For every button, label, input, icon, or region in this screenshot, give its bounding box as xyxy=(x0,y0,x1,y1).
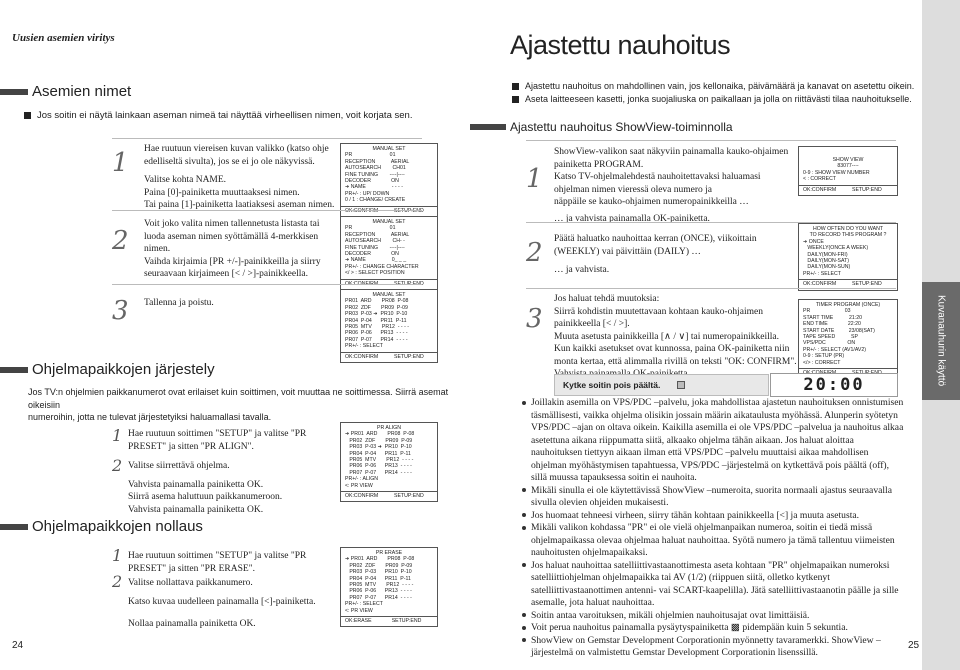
screen-title: PR ALIGN xyxy=(377,425,401,431)
osd-screen-pr-erase xyxy=(340,547,438,627)
bullet-icon xyxy=(522,613,526,617)
note-text: Jos soitin ei näytä lainkaan aseman nimeä tai näyttää virheellisen nimen, voit korjata sen. xyxy=(37,110,413,121)
showview-step-2 xyxy=(554,233,794,277)
screen-row: 0 / 1 : CHANGE/ CREATE xyxy=(345,197,406,204)
bullet-icon xyxy=(522,513,526,517)
step-line xyxy=(128,608,328,618)
step-line: (WEEKLY) vai päivittäin (DAILY) … xyxy=(554,246,701,257)
align-intro xyxy=(28,386,473,424)
step-line: seuraavaan kirjaimeen [< / >]-painikkeella. xyxy=(144,269,308,279)
screen-row: PR+/- : SELECT (AV1/AV2) xyxy=(803,346,866,353)
osd-screen-how-often xyxy=(798,223,898,291)
step-line: Valitse siirrettävä ohjelma. xyxy=(128,461,230,471)
screen-footer: OK:CONFIRM SETUP:END xyxy=(799,185,897,193)
screen-row: 0-9 : SHOW VIEW NUMBER xyxy=(803,169,870,176)
note-item xyxy=(522,610,904,623)
step-line: Hae ruutuun soittimen "SETUP" ja valitse "PR xyxy=(128,429,307,439)
step-number: 1 xyxy=(112,546,123,565)
screen-row: ➜ PR01 ARD PR08 P-08 xyxy=(345,556,415,563)
screen-row: ➜ PR01 ARD PR08 P-08 xyxy=(345,431,415,438)
screen-footer: OK:ERASE SETUP:END xyxy=(341,616,437,624)
step-number: 2 xyxy=(526,238,543,268)
note-item xyxy=(522,622,904,635)
step-line: painikkeella [< / >]. xyxy=(554,319,630,329)
section-heading-asemien-nimet xyxy=(0,83,131,101)
screen-row: END TIME 22:20 xyxy=(803,321,861,328)
step-line: painiketta PROGRAM. xyxy=(554,159,644,170)
screen-row: START TIME 21:20 xyxy=(803,314,863,321)
screen-row: FINE TUNING ----|---- xyxy=(345,171,405,178)
divider xyxy=(526,288,896,289)
screen-row: PR04 P-04 PR11 P-11 xyxy=(345,317,407,324)
erase-step-2 xyxy=(128,577,328,631)
step-line: … ja vahvista painamalla OK-painiketta. xyxy=(554,213,710,224)
note-item xyxy=(522,522,904,560)
step-line: Päätä haluatko nauhoittaa kerran (ONCE), viikoittain xyxy=(554,234,757,244)
screen-row: PR01 ARD PR08 P-08 xyxy=(345,298,409,305)
bullet-icon xyxy=(522,638,526,642)
intro-item xyxy=(512,80,932,93)
screen-row: PR07 P-07 PR14 - - - - xyxy=(345,336,408,343)
screen-row: PR06 P-06 PR13 - - - - xyxy=(345,330,408,337)
step-text-1 xyxy=(144,143,344,212)
screen-row: < : CORRECT xyxy=(803,176,837,183)
step-line: Siirrä kohdistin muutettavaan kohtaan kauko-ohjaimen xyxy=(554,306,763,317)
step-line: Tai paina [1]-painiketta laatiaksesi aseman nimen. xyxy=(144,200,335,210)
step-line: PRESET" ja sitten "PR ERASE". xyxy=(128,563,255,574)
screen-row: PR+/- : SELECT xyxy=(803,270,841,277)
note-text: Mikäli sinulla ei ole käytettävissä ShowView –numeroita, suorita normaali ajastus seuraavalla sivulla olevien ohjeiden mukaisesti. xyxy=(531,484,892,508)
heading-text: Ohjelmapaikkojen nollaus xyxy=(32,518,203,535)
step-line: Siirrä asema haluttuun paikkanumeroon. xyxy=(128,492,283,502)
osd-screen-timer-program xyxy=(798,299,898,379)
step-line: PRESET" ja sitten "PR ALIGN". xyxy=(128,441,254,452)
bullet-icon xyxy=(522,626,526,630)
screen-title: SHOW VIEW xyxy=(832,157,864,163)
screen-title: TIMER PROGRAM (ONCE) xyxy=(815,302,881,308)
divider xyxy=(112,210,422,211)
screen-row: PR03 P-03 ➜ PR10 P-10 xyxy=(345,444,412,451)
screen-row: DAILY(MON-FRI) xyxy=(803,251,848,258)
screen-row: VPS/PDC ON xyxy=(803,340,856,347)
screen-row: PR 01 xyxy=(345,152,396,159)
osd-screen-manual-set-3 xyxy=(340,289,438,363)
square-bullet-icon xyxy=(512,96,519,103)
screen-row: PR04 P-04 PR11 P-11 xyxy=(345,450,411,457)
step-line: Hae ruutuun viereisen kuvan valikko (katso ohje xyxy=(144,144,329,154)
screen-row: PR+/- : SELECT xyxy=(345,601,383,608)
screen-row: PR07 P-07 PR14 - - - - xyxy=(345,594,412,601)
screen-row: PR+/- : SELECT xyxy=(345,343,383,350)
screen-row: PR07 P-07 PR14 - - - - xyxy=(345,469,412,476)
step-number: 2 xyxy=(112,226,129,256)
timer-intro xyxy=(512,80,932,105)
screen-row: RECEPTION AERIAL xyxy=(345,231,410,238)
screen-row: TO RECORD THIS PROGRAM ? xyxy=(809,232,887,239)
note-text: Mikäli valikon kohdassa "PR" ei ole vielä ohjelmanpaikan numeroa, soitin ei tiedä missä ohjelmapaikassa olevaa ohjelmaa haluat nauhoittaa. Syötä numero ja tämä tallentuu viimeisten nauhoitusten ohjelmapaikaksi. xyxy=(531,522,895,558)
section-heading-nollaus xyxy=(0,518,203,536)
step-line: Valitse kohta NAME. xyxy=(144,175,227,185)
screen-row: PR06 P-06 PR13 - - - - xyxy=(345,588,412,595)
step-line: … ja vahvista. xyxy=(554,265,610,275)
step-line: Hae ruutuun soittimen "SETUP" ja valitse "PR xyxy=(128,551,307,561)
step-number: 3 xyxy=(526,304,543,334)
divider xyxy=(112,284,422,285)
step-line: edelliseltä sivulta), jos se ei jo ole näkyvissä. xyxy=(144,156,315,167)
note-item xyxy=(522,485,904,510)
step-line: Vahvista painamalla painiketta OK. xyxy=(128,479,264,490)
screen-row: AUTOSEARCH CH01 xyxy=(345,165,406,172)
note-item xyxy=(522,510,904,523)
chapter-tab: Kuvanauhurin käyttö xyxy=(922,282,960,400)
screen-footer: OK:CONFIRM SETUP:END xyxy=(341,206,437,214)
heading-bar xyxy=(470,124,506,130)
step-line: Kun kaikki asetukset ovat kunnossa, paina OK-painiketta niin xyxy=(554,344,790,354)
page-title: Ajastettu nauhoitus xyxy=(510,30,731,60)
heading-bar xyxy=(0,524,28,530)
screen-row: PR+/- : CHANGE CHARACTER xyxy=(345,263,419,270)
erase-step-1 xyxy=(128,550,328,575)
names-note xyxy=(24,110,464,123)
vcr-front-display: 20:00 xyxy=(770,373,898,397)
display-caption: Kytke soitin pois päältä. xyxy=(563,380,661,390)
note-item xyxy=(522,560,904,610)
step-text-2 xyxy=(144,218,344,281)
screen-row: PR04 P-04 PR11 P-11 xyxy=(345,575,411,582)
screen-row: 0-9 : SETUP (PR) xyxy=(803,353,845,360)
note-text: ShowView on Gemstar Development Corporationin myönnetty tavaramerkki. ShowView –järjestelmä on valmistettu Gemstar Development Corporationin lisenssillä. xyxy=(531,634,881,658)
step-number: 2 xyxy=(112,456,123,475)
step-line: Paina [0]-painiketta muuttaaksesi nimen. xyxy=(144,187,300,198)
screen-row: START DATE 23/08(SAT) xyxy=(803,327,875,334)
step-number: 3 xyxy=(112,296,129,326)
step-line: Katso kuvaa uudelleen painamalla [<]-painiketta. xyxy=(128,596,316,607)
step-line: luoda aseman nimen syöttämällä 4-merkkisen xyxy=(144,231,319,242)
display-indicator-icon xyxy=(677,381,685,389)
screen-title: MANUAL SET xyxy=(372,146,406,152)
step-line: nimen. xyxy=(144,244,171,254)
screen-row: DAILY(MON-SAT) xyxy=(803,258,849,265)
screen-row: PR05 MTV PR12 - - - - xyxy=(345,457,414,464)
divider xyxy=(112,138,422,139)
screen-row: 83077---- xyxy=(837,163,859,170)
screen-row: DECODER ON xyxy=(345,178,399,185)
step-line: monta kertaa, että alimmalla rivillä on teksti "OK: CONFIRM". xyxy=(554,356,797,367)
heading-text: Asemien nimet xyxy=(32,83,132,100)
screen-row: </ > : SELECT POSITION xyxy=(345,270,405,277)
showview-step-1 xyxy=(554,146,794,225)
showview-step-3 xyxy=(554,293,804,381)
step-line: Jos haluat tehdä muutoksia: xyxy=(554,294,660,304)
note-text: Voit perua nauhoitus painamalla pysäytyspainiketta ▩ pidempään kuin 5 sekuntia. xyxy=(531,622,848,633)
sub-heading-showview xyxy=(470,118,733,136)
page-number: 24 xyxy=(12,640,24,651)
screen-row: PR02 ZDF PR09 P-09 xyxy=(345,304,408,311)
intro-line: numeroihin, jotta ne tulevat järjestetyiksi haluamallasi tavalla. xyxy=(28,412,272,422)
right-page xyxy=(480,0,960,670)
step-number: 1 xyxy=(112,426,123,445)
step-number: 1 xyxy=(526,164,543,194)
osd-screen-showview xyxy=(798,146,898,196)
note-text: Soitin antaa varoituksen, mikäli ohjelmien nauhoitusajat ovat limittäisiä. xyxy=(531,609,810,621)
screen-row: WEEKLY(ONCE A WEEK) xyxy=(803,245,869,252)
screen-row: FINE TUNING ----|---- xyxy=(345,244,405,251)
square-bullet-icon xyxy=(24,112,31,119)
screen-row: </> : CORRECT xyxy=(803,359,841,366)
screen-row: ➜ ONCE xyxy=(803,238,824,245)
screen-row: PR02 ZDF PR09 P-09 xyxy=(345,437,413,444)
step-line: Valitse nollattava paikkanumero. xyxy=(128,578,253,588)
note-item xyxy=(522,397,904,485)
step-number: 2 xyxy=(112,572,123,591)
screen-row: <: PR VIEW xyxy=(345,607,373,614)
bullet-icon xyxy=(522,563,526,567)
step-line: Tallenna ja poistu. xyxy=(144,298,214,308)
step-line: Vahvista painamalla painiketta OK. xyxy=(128,504,264,515)
screen-row: <: PR VIEW xyxy=(345,482,373,489)
osd-screen-pr-align xyxy=(340,422,438,502)
step-line: Muuta asetusta painikkeilla [∧ / ∨] tai numeropainikkeilla. xyxy=(554,331,779,342)
screen-row: PR 01 xyxy=(345,225,396,232)
note-text: Jos haluat nauhoittaa satelliittivastaanottimesta aseta kohtaan "PR" ohjelmapaikan numeroksi satelliittiohjelman ohjelmapaikka tai AV (1/2) (riippuen siitä, olletko kytkenyt satelliittivastaanottimen antenni- vai SCART-kaapelilla). Jätä satelliittivastaanotin päälle ja sille asemalle, jota haluat nauhoittaa. xyxy=(531,559,899,608)
osd-screen-manual-set-1 xyxy=(340,143,438,217)
intro-item xyxy=(512,93,932,106)
screen-row: PR+/- : UP/ DOWN xyxy=(345,190,390,197)
screen-footer: OK:CONFIRM SETUP:END xyxy=(341,491,437,499)
screen-row: DAILY(MON-SUN) xyxy=(803,264,851,271)
step-line: ohjelman nimen vieressä oleva numero ja xyxy=(554,184,713,195)
screen-row: ➜ NAME 0_ _ _ xyxy=(345,257,407,264)
screen-row: DECODER ON xyxy=(345,251,399,258)
screen-title: MANUAL SET xyxy=(372,219,406,225)
sub-heading-text: Ajastettu nauhoitus ShowView-toiminnolla xyxy=(510,120,733,134)
screen-footer: OK:CONFIRM SETUP:END xyxy=(341,352,437,360)
screen-row: PR+/- : ALIGN xyxy=(345,476,379,483)
header-title: Uusien asemien viritys xyxy=(12,32,115,44)
step-line: Vaihda kirjaimia [PR +/-]-painikkeilla ja siirry xyxy=(144,256,321,267)
intro-text: Ajastettu nauhoitus on mahdollinen vain, jos kellonaika, päivämäärä ja kanavat on asetettu oikein. xyxy=(525,81,915,91)
bullet-icon xyxy=(522,526,526,530)
bullet-icon xyxy=(522,488,526,492)
notes-list xyxy=(522,397,904,660)
intro-text: Aseta laitteeseen kasetti, jonka suojaliuska on paikallaan ja jolla on riittävästi tilaa nauhoitukselle. xyxy=(525,93,912,104)
vcr-display-strip xyxy=(554,374,769,396)
screen-row: AUTOSEARCH CH- - xyxy=(345,238,405,245)
step-line: näppäile se kauko-ohjaimen numeropainikkeilla … xyxy=(554,197,749,207)
intro-line: Jos TV:n ohjelmien paikkanumerot ovat erilaiset kuin soittimen, voit muuttaa ne soittimessa. Siirrä asemat oikeisiin xyxy=(28,387,449,410)
bullet-icon xyxy=(522,401,526,405)
step-line: ShowView-valikon saat näkyviin painamalla kauko-ohjaimen xyxy=(554,147,789,157)
note-item xyxy=(522,635,904,660)
heading-bar xyxy=(0,367,28,373)
screen-row: PR02 ZDF PR09 P-09 xyxy=(345,562,413,569)
screen-title: HOW OFTEN DO YOU WANT xyxy=(812,226,884,232)
screen-title: MANUAL SET xyxy=(372,292,406,298)
screen-row: RECEPTION AERIAL xyxy=(345,158,410,165)
divider xyxy=(526,140,896,141)
screen-row: ➜ NAME - - - - xyxy=(345,184,403,191)
square-bullet-icon xyxy=(512,83,519,90)
screen-row: PR05 MTV PR12 - - - - xyxy=(345,324,409,331)
screen-row: PR03 P-03 ➜ PR10 P-10 xyxy=(345,311,408,318)
step-line: Katso TV-ohjelmalehdestä nauhoitettavaksi haluamasi xyxy=(554,172,761,182)
screen-title: PR ERASE xyxy=(375,550,403,556)
heading-bar xyxy=(0,89,28,95)
step-line: Voit joko valita nimen tallennetusta listasta tai xyxy=(144,219,320,229)
step-text-3 xyxy=(144,297,344,310)
screen-row: PR06 P-06 PR13 - - - - xyxy=(345,463,412,470)
note-text: Jos huomaat tehneesi virheen, siirry tähän kohtaan painikkeella [<] ja muuta asetusta. xyxy=(531,509,860,521)
align-step-2 xyxy=(128,460,328,516)
osd-screen-manual-set-2 xyxy=(340,216,438,290)
page-number: 25 xyxy=(908,640,920,651)
section-heading-jarjestely xyxy=(0,361,215,379)
heading-text: Ohjelmapaikkojen järjestely xyxy=(32,361,215,378)
align-step-1 xyxy=(128,428,328,453)
screen-row: PR05 MTV PR12 - - - - xyxy=(345,582,414,589)
screen-row: PR 03 xyxy=(803,308,851,315)
step-number: 1 xyxy=(112,148,129,178)
screen-row: TAPE SPEED SP xyxy=(803,334,858,341)
screen-row: PR03 P-03 PR10 P-10 xyxy=(345,569,412,576)
step-line: Nollaa painamalla painiketta OK. xyxy=(128,619,256,629)
screen-footer: OK:CONFIRM SETUP:END xyxy=(341,279,437,287)
screen-footer: OK:CONFIRM SETUP:END xyxy=(799,279,897,287)
note-text: Joillakin asemilla on VPS/PDC –palvelu, joka mahdollistaa ajastetun nauhoituksen onnistumisen täsmällisesti, vaikka ohjelma olisikin jossain määrin aikataulusta myöhässä. Alunperin syötetyn VPS/PDC –ajan on oltava oikein. Kaikilla asemilla ei ole VPS/PDC –palvelua ja nauhoitus alkaa asetettuna aikana riippumatta siitä, alkaako ohjelma tähän aikaan. Jos haluat aloittaa nauhoituksen tiettyyn aikaan ilman että VPS/PDC –palvelu muuttaisi aikaa mahdollisen ohjelman myöhästymisen tapahtuessa, VPS/PDC –järjestelmä on kytkettävä pois päältä (off), sillä muussa tapauksessa soitin ei nauhoita. xyxy=(531,397,904,483)
